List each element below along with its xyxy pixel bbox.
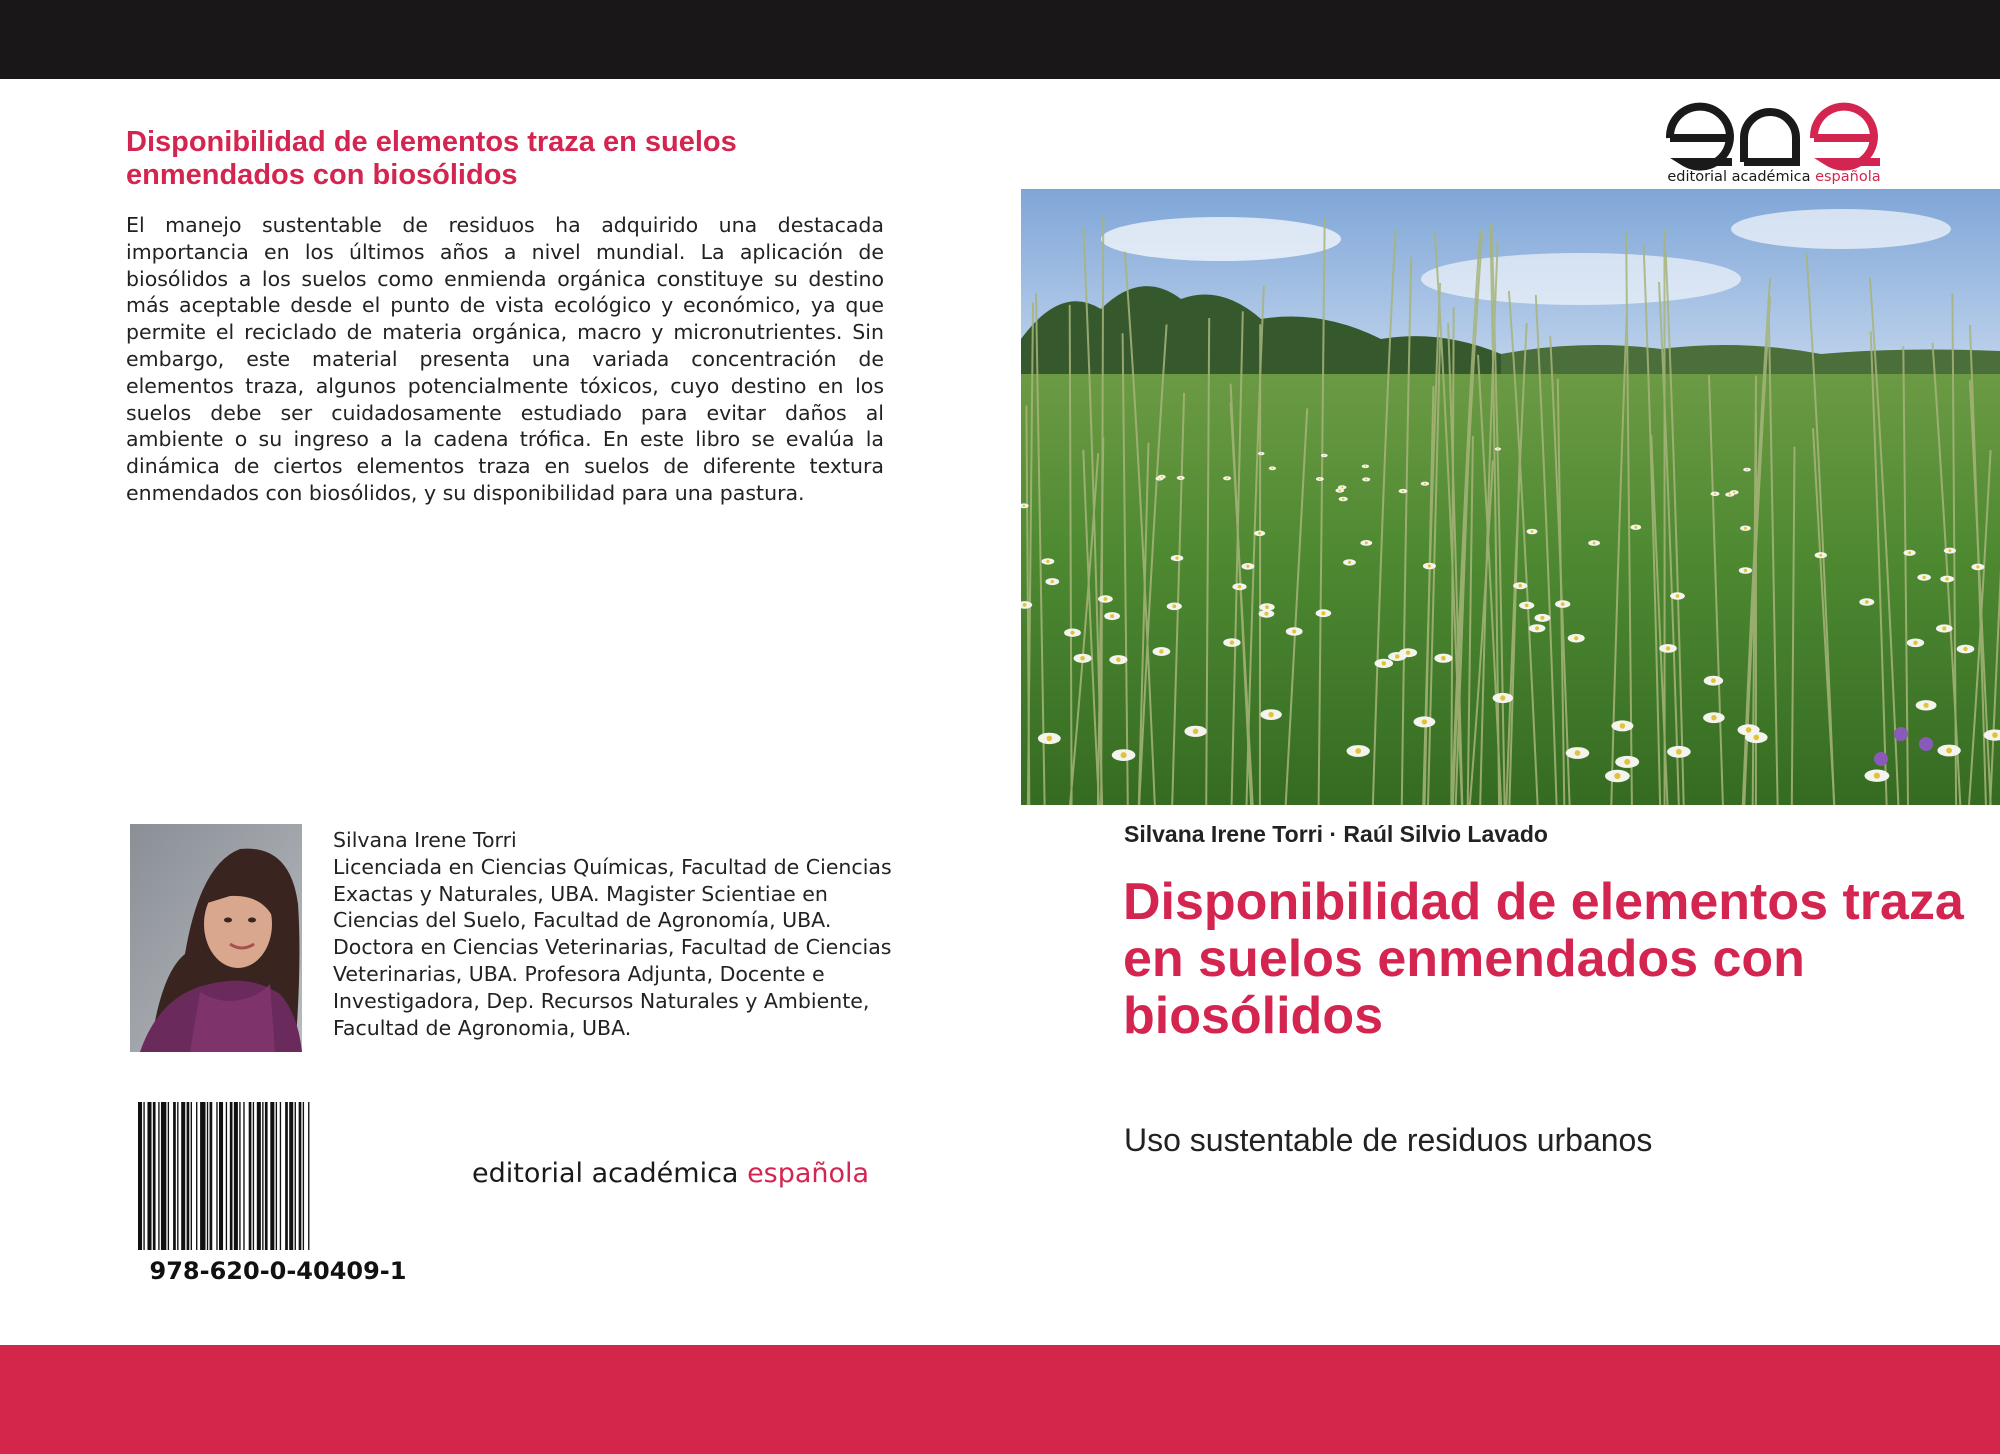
back-cover-title: Disponibilidad de elementos traza en suelos enmendados con biosólidos bbox=[126, 126, 737, 191]
author-name: Silvana Irene Torri bbox=[333, 828, 517, 852]
bottom-bar bbox=[0, 1345, 2000, 1454]
publisher-name-main: editorial académica bbox=[472, 1158, 748, 1189]
cover-meadow-photo bbox=[1021, 189, 2000, 805]
author-photo bbox=[130, 824, 302, 1052]
author-bio: Licenciada en Ciencias Químicas, Facultad de Ciencias Exactas y Naturales, UBA. Magister Scientiae en Ciencias del Suelo, Facultad de Agronomía, UBA. Doctora en Ciencias Veterinarias, Facultad de Ciencias Veterinarias, UBA. Profesora Adjunta, Docente e Investigadora, Dep. Recursos Naturales y Ambiente, Facultad de Agronomia, UBA. bbox=[333, 854, 892, 1040]
back-cover-blurb: El manejo sustentable de residuos ha adquirido una destacada importancia en los últimos años a nivel mundial. La aplicación de biosólidos a los suelos como enmienda orgánica constituye su destino más aceptable desde el punto de vista ecológico y económico, ya que permite el reciclado de materia orgánica, macro y micronutrientes. Sin embargo, este material presenta una variada concentración de elementos traza, algunos potencialmente tóxicos, cuyo destino en los suelos debe ser cuidadosamente estudiado para evitar daños al ambiente o su ingreso a la cadena trófica. En este libro se evalúa la dinámica de ciertos elementos traza en suelos de diferente textura enmendados con biosólidos, y su disponibilidad para una pastura. bbox=[126, 213, 884, 505]
publisher-name bbox=[472, 1158, 869, 1189]
logo-text-main: editorial académica bbox=[1667, 169, 1816, 185]
front-authors: Silvana Irene Torri · Raúl Silvio Lavado bbox=[1124, 821, 1548, 847]
front-cover-title: Disponibilidad de elementos traza en suelos enmendados con biosólidos bbox=[1123, 873, 1964, 1045]
logo-text bbox=[1664, 169, 1884, 185]
barcode bbox=[138, 1102, 416, 1250]
front-cover-subtitle: Uso sustentable de residuos urbanos bbox=[1124, 1122, 1653, 1158]
top-bar bbox=[0, 0, 2000, 79]
logo-text-accent: española bbox=[1815, 169, 1881, 185]
isbn: 978-620-0-40409-1 bbox=[149, 1257, 407, 1285]
publisher-name-accent: española bbox=[747, 1158, 870, 1189]
author-bio-block bbox=[333, 827, 893, 1041]
